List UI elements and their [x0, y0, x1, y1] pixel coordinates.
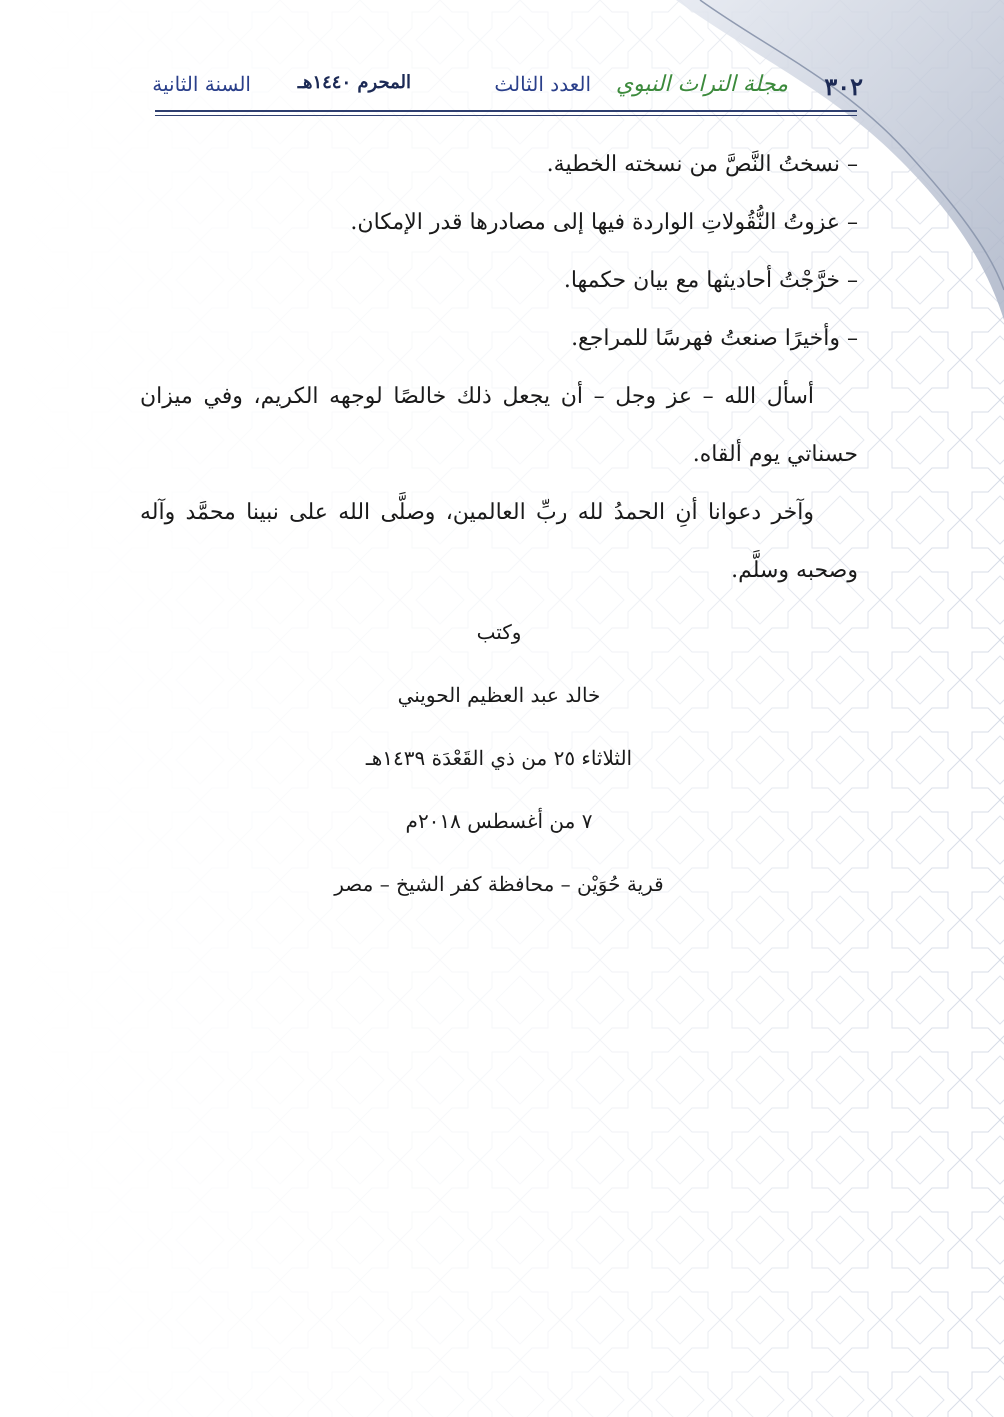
- signature-hijri-date: الثلاثاء ٢٥ من ذي القَعْدَة ١٤٣٩هـ: [365, 746, 633, 770]
- journal-name: مجلة التراث النبوي: [615, 72, 788, 97]
- page-header: [152, 68, 863, 108]
- paragraph-prayer: أسأل الله – عز وجل – أن يجعل ذلك خالصًا لوجهه الكريم، وفي ميزان حسناتي يوم ألقاه.: [140, 384, 858, 467]
- list-item: – خرَّجْتُ أحاديثها مع بيان حكمها.: [563, 268, 858, 293]
- header-rule-thin: [155, 115, 857, 116]
- year-label: السنة الثانية: [152, 72, 251, 96]
- issue-label: العدد الثالث: [494, 72, 591, 96]
- signature-place: قرية حُوَيْن – محافظة كفر الشيخ – مصر: [334, 872, 664, 896]
- list-item: – نسختُ النَّصَّ من نسخته الخطية.: [546, 152, 858, 177]
- page-number: ٣٠٢: [824, 72, 863, 101]
- header-rule: [155, 110, 857, 112]
- signature-gregorian-date: ٧ من أغسطس ٢٠١٨م: [405, 809, 593, 833]
- list-item: – عزوتُ النُّقُولاتِ الواردة فيها إلى مصادرها قدر الإمكان.: [350, 210, 858, 235]
- issue-date: المحرم ١٤٤٠هـ: [297, 72, 411, 93]
- signature-block: [140, 610, 858, 925]
- signature-wrote: وكتب: [476, 620, 522, 644]
- body-text: [140, 136, 858, 600]
- signature-author: خالد عبد العظيم الحويني: [397, 683, 601, 707]
- paragraph-closing: وآخر دعوانا أنِ الحمدُ لله ربِّ العالمين، وصلَّى الله على نبينا محمَّد وآله وصحبه وسلَّم.: [140, 500, 858, 583]
- list-item: – وأخيرًا صنعتُ فهرسًا للمراجع.: [571, 326, 858, 351]
